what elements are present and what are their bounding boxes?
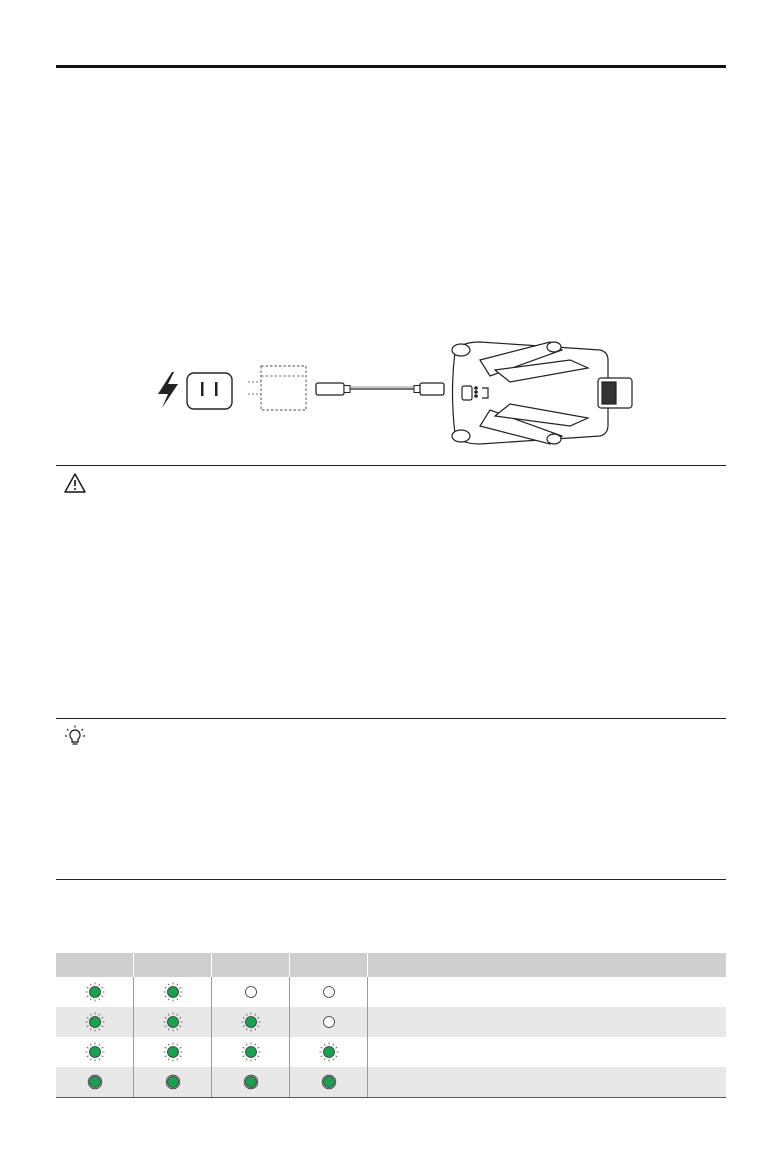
led-off-icon <box>315 1011 343 1033</box>
led-off-icon <box>315 981 343 1003</box>
led-cell-2 <box>134 1037 212 1067</box>
row-description <box>368 1037 727 1067</box>
row-description <box>368 1007 727 1037</box>
led-blinking-icon <box>237 1041 265 1063</box>
led-on-icon <box>315 1071 343 1093</box>
led-off-icon <box>237 981 265 1003</box>
header-led2 <box>134 953 212 977</box>
table-row <box>56 977 726 1007</box>
led-cell-2 <box>134 977 212 1007</box>
led-cell-3 <box>212 1037 290 1067</box>
led-on-icon <box>159 1071 187 1093</box>
led-cell-2 <box>134 1007 212 1037</box>
led-cell-2 <box>134 1067 212 1098</box>
led-cell-4 <box>290 977 368 1007</box>
led-on-icon <box>237 1071 265 1093</box>
heading-rule <box>56 65 726 68</box>
battery-led-table <box>56 953 726 1098</box>
table-row <box>56 1067 726 1098</box>
header-description <box>368 953 727 977</box>
lightbulb-icon <box>64 725 86 747</box>
led-blinking-icon <box>81 981 109 1003</box>
led-cell-3 <box>212 977 290 1007</box>
led-cell-3 <box>212 1007 290 1037</box>
led-cell-1 <box>56 1037 134 1067</box>
charging-illustration <box>150 330 650 460</box>
led-cell-3 <box>212 1067 290 1098</box>
warning-triangle-icon <box>64 472 86 494</box>
table-row <box>56 1007 726 1037</box>
section-divider <box>56 879 726 880</box>
led-blinking-icon <box>237 1011 265 1033</box>
header-led4 <box>290 953 368 977</box>
table-header-row <box>56 953 726 977</box>
folded-drone-icon <box>452 342 632 444</box>
table-row <box>56 1037 726 1067</box>
led-cell-1 <box>56 1007 134 1037</box>
row-description <box>368 1067 727 1098</box>
header-led3 <box>212 953 290 977</box>
led-blinking-icon <box>315 1041 343 1063</box>
led-blinking-icon <box>81 1011 109 1033</box>
led-cell-4 <box>290 1037 368 1067</box>
tip-divider <box>56 718 726 719</box>
header-led1 <box>56 953 134 977</box>
led-blinking-icon <box>81 1041 109 1063</box>
led-cell-4 <box>290 1007 368 1037</box>
lightning-icon <box>158 372 178 408</box>
wall-outlet-icon <box>187 373 232 409</box>
led-cell-1 <box>56 1067 134 1098</box>
row-description <box>368 977 727 1007</box>
led-blinking-icon <box>159 1011 187 1033</box>
warning-divider <box>56 465 726 466</box>
charger-icon <box>248 366 306 410</box>
led-cell-4 <box>290 1067 368 1098</box>
led-on-icon <box>81 1071 109 1093</box>
led-blinking-icon <box>159 1041 187 1063</box>
led-cell-1 <box>56 977 134 1007</box>
usb-c-cable-icon <box>316 383 444 395</box>
led-blinking-icon <box>159 981 187 1003</box>
